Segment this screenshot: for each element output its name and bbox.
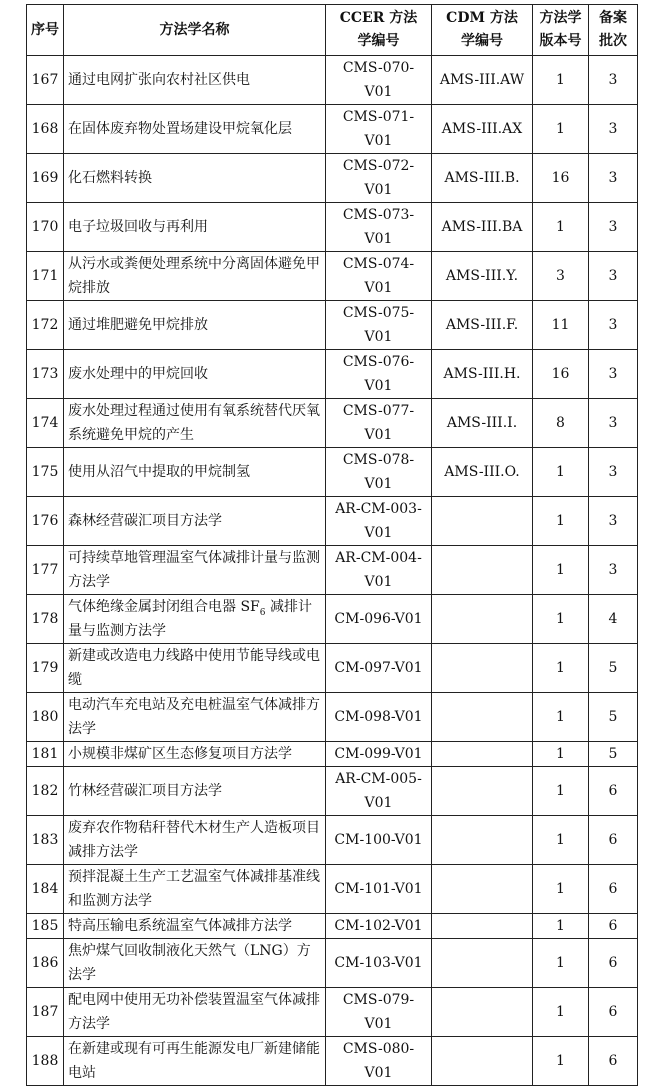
cell-batch: 3 <box>589 448 638 497</box>
cell-no: 180 <box>27 693 64 742</box>
cell-ccer-id: CM-096-V01 <box>326 595 432 644</box>
cell-batch: 5 <box>589 742 638 767</box>
cell-cdm-id <box>432 497 533 546</box>
header-no: 序号 <box>27 5 64 56</box>
cell-batch: 3 <box>589 203 638 252</box>
cell-batch: 6 <box>589 988 638 1037</box>
cell-ccer-id: CM-103-V01 <box>326 939 432 988</box>
cell-name: 在固体废弃物处置场建设甲烷氧化层 <box>64 105 326 154</box>
table-row <box>27 865 638 914</box>
table-row <box>27 767 638 816</box>
cell-batch: 6 <box>589 767 638 816</box>
cell-no: 169 <box>27 154 64 203</box>
cell-ccer-id: CMS-076-V01 <box>326 350 432 399</box>
cell-name: 化石燃料转换 <box>64 154 326 203</box>
cell-batch: 3 <box>589 546 638 595</box>
cell-name: 使用从沼气中提取的甲烷制氢 <box>64 448 326 497</box>
table-row <box>27 595 638 644</box>
cell-version: 1 <box>533 767 589 816</box>
cell-version: 1 <box>533 865 589 914</box>
cell-cdm-id <box>432 546 533 595</box>
cell-cdm-id <box>432 1037 533 1086</box>
cell-version: 3 <box>533 252 589 301</box>
cell-batch: 3 <box>589 105 638 154</box>
header-ccer-line1: CCER 方法 <box>339 10 418 26</box>
cell-cdm-id <box>432 644 533 693</box>
cell-name: 在新建或现有可再生能源发电厂新建储能电站 <box>64 1037 326 1086</box>
cell-batch: 6 <box>589 914 638 939</box>
cell-cdm-id <box>432 939 533 988</box>
header-ccer-line2: 学编号 <box>357 33 400 49</box>
cell-version: 1 <box>533 546 589 595</box>
table-row <box>27 497 638 546</box>
table-row <box>27 546 638 595</box>
cell-version: 1 <box>533 914 589 939</box>
cell-name-subscript: 6 <box>259 607 266 618</box>
cell-no: 168 <box>27 105 64 154</box>
cell-batch: 5 <box>589 644 638 693</box>
table-row <box>27 644 638 693</box>
cell-name: 废水处理过程通过使用有氧系统替代厌氧系统避免甲烷的产生 <box>64 399 326 448</box>
table-row <box>27 939 638 988</box>
header-batch <box>589 5 638 56</box>
cell-no: 172 <box>27 301 64 350</box>
cell-name: 废水处理中的甲烷回收 <box>64 350 326 399</box>
cell-batch: 6 <box>589 816 638 865</box>
header-ccer <box>326 5 432 56</box>
table-row <box>27 448 638 497</box>
cell-cdm-id: AMS-III.B. <box>432 154 533 203</box>
cell-cdm-id <box>432 988 533 1037</box>
cell-no: 183 <box>27 816 64 865</box>
table-row <box>27 154 638 203</box>
cell-no: 187 <box>27 988 64 1037</box>
cell-version: 16 <box>533 350 589 399</box>
cell-batch: 4 <box>589 595 638 644</box>
cell-no: 188 <box>27 1037 64 1086</box>
cell-name: 通过堆肥避免甲烷排放 <box>64 301 326 350</box>
cell-batch: 3 <box>589 350 638 399</box>
cell-ccer-id: CMS-073-V01 <box>326 203 432 252</box>
table-row <box>27 301 638 350</box>
header-name: 方法学名称 <box>64 5 326 56</box>
cell-version: 1 <box>533 693 589 742</box>
cell-batch: 3 <box>589 301 638 350</box>
cell-no: 182 <box>27 767 64 816</box>
table-row <box>27 252 638 301</box>
cell-cdm-id: AMS-III.O. <box>432 448 533 497</box>
cell-name: 通过电网扩张向农村社区供电 <box>64 56 326 105</box>
cell-no: 167 <box>27 56 64 105</box>
cell-no: 174 <box>27 399 64 448</box>
cell-version: 1 <box>533 742 589 767</box>
cell-version: 1 <box>533 939 589 988</box>
header-cdm-line2: 学编号 <box>461 33 503 49</box>
cell-ccer-id: AR-CM-005-V01 <box>326 767 432 816</box>
cell-ccer-id: AR-CM-004-V01 <box>326 546 432 595</box>
table-row <box>27 816 638 865</box>
cell-version: 1 <box>533 105 589 154</box>
cell-version: 1 <box>533 497 589 546</box>
cell-version: 8 <box>533 399 589 448</box>
cell-name: 从污水或粪便处理系统中分离固体避免甲烷排放 <box>64 252 326 301</box>
cell-ccer-id: CMS-079-V01 <box>326 988 432 1037</box>
cell-version: 1 <box>533 644 589 693</box>
cell-cdm-id <box>432 816 533 865</box>
cell-cdm-id <box>432 595 533 644</box>
cell-ccer-id: CMS-074-V01 <box>326 252 432 301</box>
cell-name: 废弃农作物秸秆替代木材生产人造板项目减排方法学 <box>64 816 326 865</box>
table-row <box>27 914 638 939</box>
cell-name-part2: 减排计量与监测方法学 <box>68 599 312 639</box>
cell-version: 16 <box>533 154 589 203</box>
cell-cdm-id: AMS-III.Y. <box>432 252 533 301</box>
cell-cdm-id: AMS-III.F. <box>432 301 533 350</box>
cell-batch: 3 <box>589 497 638 546</box>
cell-name: 电动汽车充电站及充电桩温室气体减排方法学 <box>64 693 326 742</box>
cell-ccer-id: CM-098-V01 <box>326 693 432 742</box>
table-row <box>27 56 638 105</box>
cell-ccer-id: AR-CM-003-V01 <box>326 497 432 546</box>
cell-no: 185 <box>27 914 64 939</box>
cell-cdm-id: AMS-III.BA <box>432 203 533 252</box>
cell-no: 177 <box>27 546 64 595</box>
cell-ccer-id: CMS-070-V01 <box>326 56 432 105</box>
cell-name: 竹林经营碳汇项目方法学 <box>64 767 326 816</box>
cell-ccer-id: CMS-077-V01 <box>326 399 432 448</box>
cell-cdm-id: AMS-III.H. <box>432 350 533 399</box>
cell-ccer-id: CMS-078-V01 <box>326 448 432 497</box>
table-row <box>27 693 638 742</box>
cell-name <box>64 595 326 644</box>
header-version-line2: 版本号 <box>539 33 582 49</box>
table-row <box>27 742 638 767</box>
cell-ccer-id: CMS-072-V01 <box>326 154 432 203</box>
cell-batch: 6 <box>589 1037 638 1086</box>
cell-name: 电子垃圾回收与再利用 <box>64 203 326 252</box>
cell-batch: 3 <box>589 252 638 301</box>
cell-ccer-id: CM-097-V01 <box>326 644 432 693</box>
cell-no: 176 <box>27 497 64 546</box>
cell-batch: 5 <box>589 693 638 742</box>
cell-ccer-id: CM-101-V01 <box>326 865 432 914</box>
header-version-line1: 方法学 <box>539 10 582 26</box>
table-row <box>27 105 638 154</box>
cell-name: 森林经营碳汇项目方法学 <box>64 497 326 546</box>
cell-no: 170 <box>27 203 64 252</box>
cell-cdm-id <box>432 914 533 939</box>
cell-version: 1 <box>533 56 589 105</box>
cell-cdm-id <box>432 767 533 816</box>
cell-name: 可持续草地管理温室气体减排计量与监测方法学 <box>64 546 326 595</box>
cell-version: 11 <box>533 301 589 350</box>
cell-batch: 3 <box>589 56 638 105</box>
cell-no: 186 <box>27 939 64 988</box>
cell-no: 184 <box>27 865 64 914</box>
header-batch-line1: 备案 <box>599 10 627 26</box>
cell-name: 焦炉煤气回收制液化天然气（LNG）方法学 <box>64 939 326 988</box>
cell-name: 配电网中使用无功补偿装置温室气体减排方法学 <box>64 988 326 1037</box>
cell-cdm-id <box>432 865 533 914</box>
cell-batch: 3 <box>589 399 638 448</box>
cell-ccer-id: CM-102-V01 <box>326 914 432 939</box>
cell-name: 特高压输电系统温室气体减排方法学 <box>64 914 326 939</box>
cell-ccer-id: CM-100-V01 <box>326 816 432 865</box>
methodology-table <box>26 4 638 1086</box>
cell-name: 预拌混凝土生产工艺温室气体减排基准线和监测方法学 <box>64 865 326 914</box>
cell-batch: 6 <box>589 939 638 988</box>
cell-name: 小规模非煤矿区生态修复项目方法学 <box>64 742 326 767</box>
cell-version: 1 <box>533 988 589 1037</box>
table-row <box>27 350 638 399</box>
cell-no: 178 <box>27 595 64 644</box>
cell-ccer-id: CMS-075-V01 <box>326 301 432 350</box>
cell-name: 新建或改造电力线路中使用节能导线或电缆 <box>64 644 326 693</box>
cell-cdm-id <box>432 693 533 742</box>
cell-no: 181 <box>27 742 64 767</box>
cell-no: 173 <box>27 350 64 399</box>
cell-cdm-id <box>432 742 533 767</box>
header-row <box>27 5 638 56</box>
header-cdm-line1: CDM 方法 <box>446 10 518 26</box>
cell-version: 1 <box>533 1037 589 1086</box>
cell-batch: 3 <box>589 154 638 203</box>
table-row <box>27 988 638 1037</box>
cell-version: 1 <box>533 448 589 497</box>
cell-version: 1 <box>533 595 589 644</box>
cell-cdm-id: AMS-III.I. <box>432 399 533 448</box>
table-row <box>27 1037 638 1086</box>
table-row <box>27 203 638 252</box>
cell-ccer-id: CM-099-V01 <box>326 742 432 767</box>
cell-ccer-id: CMS-071-V01 <box>326 105 432 154</box>
cell-no: 179 <box>27 644 64 693</box>
cell-version: 1 <box>533 816 589 865</box>
cell-version: 1 <box>533 203 589 252</box>
header-cdm <box>432 5 533 56</box>
cell-cdm-id: AMS-III.AW <box>432 56 533 105</box>
cell-no: 175 <box>27 448 64 497</box>
header-batch-line2: 批次 <box>599 33 627 49</box>
cell-batch: 6 <box>589 865 638 914</box>
cell-ccer-id: CMS-080-V01 <box>326 1037 432 1086</box>
cell-cdm-id: AMS-III.AX <box>432 105 533 154</box>
table-row <box>27 399 638 448</box>
cell-no: 171 <box>27 252 64 301</box>
cell-name-part1: 气体绝缘金属封闭组合电器 SF <box>68 599 260 615</box>
header-version <box>533 5 589 56</box>
